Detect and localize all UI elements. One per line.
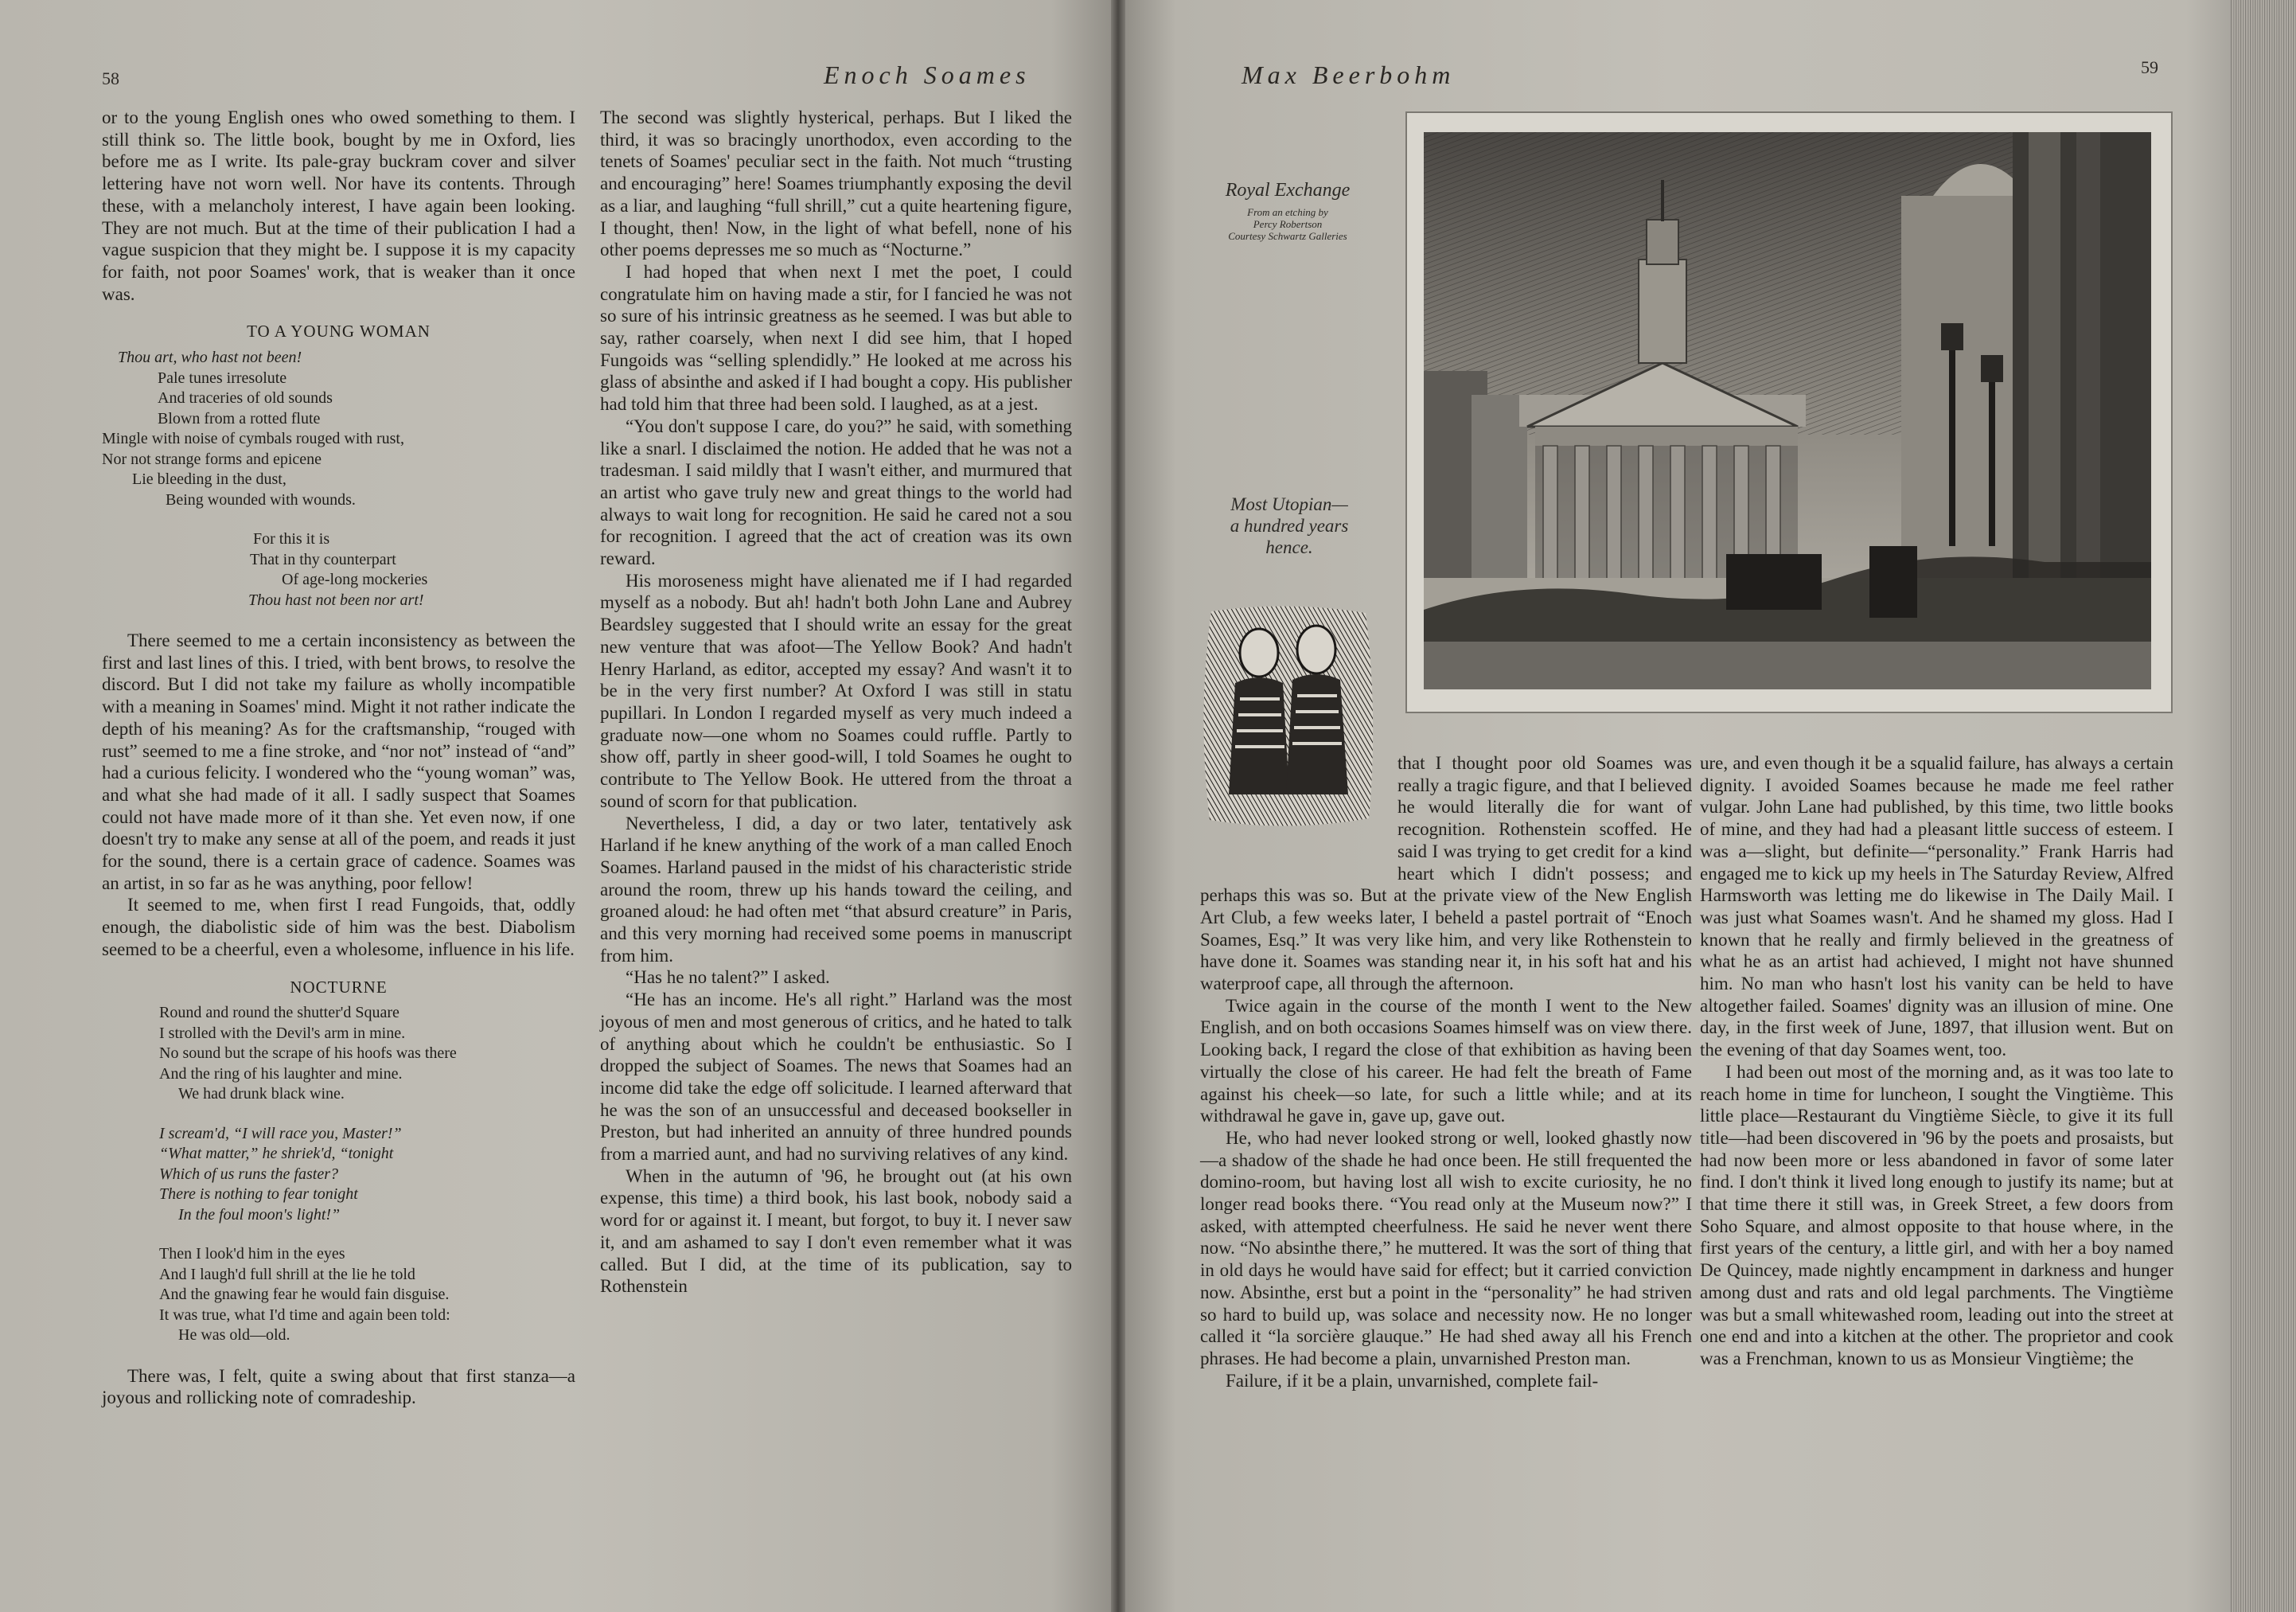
etching-image — [1424, 132, 2151, 689]
page-number-right: 59 — [2141, 57, 2158, 77]
woodcut-caption-line: hence. — [1265, 537, 1313, 557]
poem-line: Mingle with noise of cymbals rouged with rust, — [102, 430, 404, 448]
plate-caption — [1192, 180, 1383, 242]
poem-line: Blown from a rotted flute — [158, 409, 321, 427]
poem-title: NOCTURNE — [290, 977, 388, 997]
woodcut-caption-line: Most Utopian— — [1230, 494, 1348, 514]
running-head-left: Enoch Soames — [824, 60, 1031, 89]
poem-line: Of age-long mockeries — [282, 571, 428, 589]
running-head-right: Max Beerbohm — [1242, 60, 1456, 89]
poem-line: It was true, what I'd time and again been told: — [159, 1306, 450, 1324]
plate-caption-line: From an etching by — [1247, 206, 1328, 218]
poem-line: Pale tunes irresolute — [158, 369, 287, 387]
paragraph: Failure, if it be a plain, unvarnished, complete fail- — [1226, 1370, 1599, 1391]
poem-line: And the gnawing fear he would fain disguise. — [159, 1286, 450, 1304]
paragraph: He, who had never looked strong or well, looked ghastly now—a shadow of the shade he had once been. He still frequented the domino-room, but having lost all wish to excite curiosity, he no longer read books there. “You read only at the Museum now?” I asked, with attempted cheerfulness. He said he never went there now. “No absinthe there,” he muttered. It was the sort of thing that in old days he would have said for effect; but it carried conviction now. Absinthe, erst but a point in the “personality” he had striven so hard to build up, was solace and necessity now. He no longer called it “la sorcière glauque.” He had shed away all his French phrases. He had become a plain, unvarnished Preston man. — [1200, 1127, 1692, 1368]
poem-line: That in thy counterpart — [250, 550, 396, 568]
paragraph: Nevertheless, I did, a day or two later, tentatively ask Harland if he knew anything of the work of a man called Enoch Soames. Harland paused in the midst of his characteristic stride around the room, threw up his hands toward the ceiling, and groaned aloud: he had often met “that absurd creature” in Paris, and this very morning had received some poems in manuscript from him. — [600, 813, 1072, 966]
paragraph: “He has an income. He's all right.” Harland was the most joyous of men and most generous of critics, and he hated to talk of anything about which he couldn't be enthusiastic. So I dropped the subject of Soames. The news that Soames had an income did take the edge off solicitude. I learned afterward that he was the son of an unsuccessful and deceased bookseller in Preston, but had inherited an annuity of three hundred pounds from a married aunt, and had no surviving relatives of any kind. — [600, 989, 1072, 1165]
poem-line: And traceries of old sounds — [158, 389, 333, 408]
paragraph: It seemed to me, when first I read Fungoids, that, oddly enough, the diabolistic side of him was the best. Diabolism seemed to be a cheerful, even a wholesome, influence in his life. — [102, 895, 575, 959]
poem-line: Nor not strange forms and epicene — [102, 450, 322, 468]
plate-caption-line: Percy Robertson — [1253, 218, 1323, 230]
poem-line: In the foul moon's light!” — [178, 1205, 341, 1224]
poem-line: I strolled with the Devil's arm in mine. — [159, 1024, 406, 1042]
poem-line: Then I look'd him in the eyes — [159, 1245, 345, 1263]
paragraph: Twice again in the course of the month I went to the New English, and on both occasions Soames himself was on view there. Looking back, I regard the close of that exhibition as having been virtually the close of his career. He had felt the breath of Fame against his cheek—so late, for such a little while; and at its withdrawal he gave in, gave up, gave out. — [1200, 995, 1692, 1126]
plate-caption-line: Courtesy Schwartz Galleries — [1228, 230, 1347, 242]
paragraph: “Has he no talent?” I asked. — [626, 967, 830, 988]
paragraph: There was, I felt, quite a swing about that first stanza—a joyous and rollicking note of comradeship. — [102, 1365, 575, 1408]
paragraph: The second was slightly hysterical, perhaps. But I liked the third, it was so bracingly unorthodox, even according to the tenets of Soames' peculiar sect in the faith. Not much “trusting and encouraging” here! Soames triumphantly exposing the devil as a liar, and laughing “full shrill,” cut a quite heartening figure, I thought, then! Now, in the light of what befell, none of his other poems depresses me so much as “Nocturne.” — [600, 107, 1072, 260]
poem-line: Being wounded with wounds. — [166, 490, 356, 509]
plate-caption-title: Royal Exchange — [1225, 180, 1351, 201]
royal-exchange-etching — [1405, 111, 2173, 713]
poem-nocturne — [102, 977, 575, 1346]
page-number-left: 58 — [102, 68, 119, 88]
poem-line: Lie bleeding in the dust, — [132, 470, 287, 489]
paragraph: ure, and even though it be a squalid failure, has always a certain dignity. I avoided Soames because he made me feel rather vulgar. John Lane had published, by this time, two little books of mine, and they had had a pleasant little success of esteem. I was a—slight, but definite—“personality.” Frank Harris had engaged me to kick up my heels in The Saturday Review, Alfred Harmsworth was letting me do likewise in The Daily Mail. I was just what Soames wasn't. And he shamed my gloss. Had I known that he really and firmly believed in the greatness of what he as an artist had achieved, I might not have shunned him. No man who hasn't lost his vanity can be held to have altogether failed. Soames' dignity was an illusion of mine. One day, in the first week of June, 1897, that illusion went. But on the evening of that day Soames went, too. — [1700, 753, 2173, 1060]
poem-line: For this it is — [253, 530, 330, 548]
poem-line: And I laugh'd full shrill at the lie he told — [159, 1265, 415, 1283]
left-column-2 — [600, 107, 1072, 1298]
page-edges — [2231, 0, 2296, 1612]
poem-line: “What matter,” he shriek'd, “tonight — [159, 1145, 394, 1163]
right-column-2 — [1700, 752, 2173, 1370]
paragraph: that I thought poor old Soames was really a tragic figure, and that I believed he would literally die for want of recognition. Rothenstein scoffed. He said I was trying to get credit for a kind heart which I didn't possess; and perhaps this was so. But at the private view of the New English Art Club, a few weeks later, I beheld a pastel portrait of “Enoch Soames, Esq.” It was very like him, and very like Rothenstein to have done it. Soames was standing near it, in his soft hat and his waterproof cape, all through the afternoon. — [1200, 753, 1692, 994]
woodcut-caption-line: a hundred years — [1230, 516, 1349, 536]
paragraph: I had been out most of the morning and, as it was too late to reach home in time for luncheon, I sought the Vingtième. This little place—Restaurant du Vingtième Siècle, to give it its full title—had been discovered in '96 by the poets and prosaists, but had now been more or less abandoned in favor of some later find. I don't think it lived long enough to justify its name; but at that time there it still was, in Greek Street, a few doors from Soho Square, and almost opposite to that house where, in the first years of the century, a little girl, and with her a boy named De Quincey, made nightly encampment in darkness and hunger among dust and rats and old legal parchments. The Vingtième was but a small whitewashed room, leading out into the street at one end and into a kitchen at the other. The proprietor and cook was a Frenchman, known to us as Monsieur Vingtième; the — [1700, 1061, 2173, 1368]
book-gutter — [1111, 0, 1125, 1612]
poem-to-a-young-woman — [102, 321, 575, 611]
left-column-1 — [102, 107, 575, 1409]
poem-title: TO A YOUNG WOMAN — [247, 322, 431, 342]
poem-line: Thou hast not been nor art! — [248, 591, 424, 609]
paragraph: “You don't suppose I care, do you?” he said, with something like a snarl. I disclaimed the notion. He added that he was not a tradesman. I said mildly that I wasn't either, and murmured that an artist who gave truly new and great things to the world had always to wait long for recognition. He said he cared not a sou for recognition. I agreed that the act of creation was its own reward. — [600, 416, 1072, 569]
poem-line: Thou art, who hast not been! — [118, 349, 302, 367]
woodcut-caption — [1194, 494, 1385, 558]
poem-line: He was old—old. — [178, 1326, 290, 1345]
paragraph: or to the young English ones who owed something to them. I still think so. The little book, bought by me in Oxford, lies before me as I write. Its pale-gray buckram cover and silver lettering have not worn well. Nor have its contents. Through these, with a melancholy interest, I have again been looking. They are not much. But at the time of their publication I had a vague suspicion that they might be. I suppose it is my capacity for faith, not poor Soames' work, that is weaker than it once was. — [102, 107, 575, 304]
poem-line: Which of us runs the faster? — [159, 1165, 338, 1183]
poem-line: Round and round the shutter'd Square — [159, 1004, 400, 1022]
poem-line: There is nothing to fear tonight — [159, 1185, 358, 1204]
right-column-1 — [1200, 752, 1692, 1391]
poem-line: No sound but the scrape of his hoofs was there — [159, 1044, 457, 1063]
paragraph: There seemed to me a certain inconsistency as between the first and last lines of this. I tried, with bent brows, to resolve the discord. But I did not take my failure as wholly incompatible with a meaning in Soames' mind. Might it not rather indicate the depth of his meaning? As for the craftsmanship, “rouged with rust” seemed to me a fine stroke, and “nor not” instead of “and” had a curious felicity. I wondered who the “young woman” was, and what she had made of it all. I sadly suspect that Soames could not have made more of it than she. Yet even now, if one doesn't try to make any sense at all of the poem, and reads it just for the sound, there is a certain grace of cadence. Soames was an artist, in so far as he was anything, poor fellow! — [102, 630, 575, 893]
paragraph: I had hoped that when next I met the poet, I could congratulate him on having made a stir, for I fancied he was not so sure of his intrinsic greatness as he seemed. I was but able to say, rather coarsely, when next I did see him, that I hoped Fungoids was “selling splendidly.” He looked at me across his glass of absinthe and asked if I had bought a copy. His publisher had told him that three had been sold. I laughed, as at a jest. — [600, 261, 1072, 415]
poem-line: I scream'd, “I will race you, Master!” — [159, 1124, 402, 1142]
paragraph: His moroseness might have alienated me if I had regarded myself as a nobody. But ah! hadn't both John Lane and Aubrey Beardsley suggested that I should write an essay for the great new venture that was afoot—The Yellow Book? And hadn't Henry Harland, as editor, accepted my essay? And wasn't it to be in the very first number? At Oxford I was still in statu pupillari. In London I regarded myself as very much indeed a graduate now—one whom no Soames could ruffle. Partly to show off, partly in sheer good-will, I told Soames he ought to contribute to The Yellow Book. He uttered from the throat a sound of scorn for that publication. — [600, 570, 1072, 811]
paragraph: When in the autumn of '96, he brought out (at his own expense, this time) a third book, his last book, nobody said a word for or against it. I meant, but forgot, to buy it. I never saw it, and am ashamed to say I don't even remember what it was called. But I did, at the time of its publication, say to Rothenstein — [600, 1165, 1072, 1297]
poem-line: We had drunk black wine. — [178, 1085, 345, 1103]
poem-line: And the ring of his laughter and mine. — [159, 1064, 403, 1083]
